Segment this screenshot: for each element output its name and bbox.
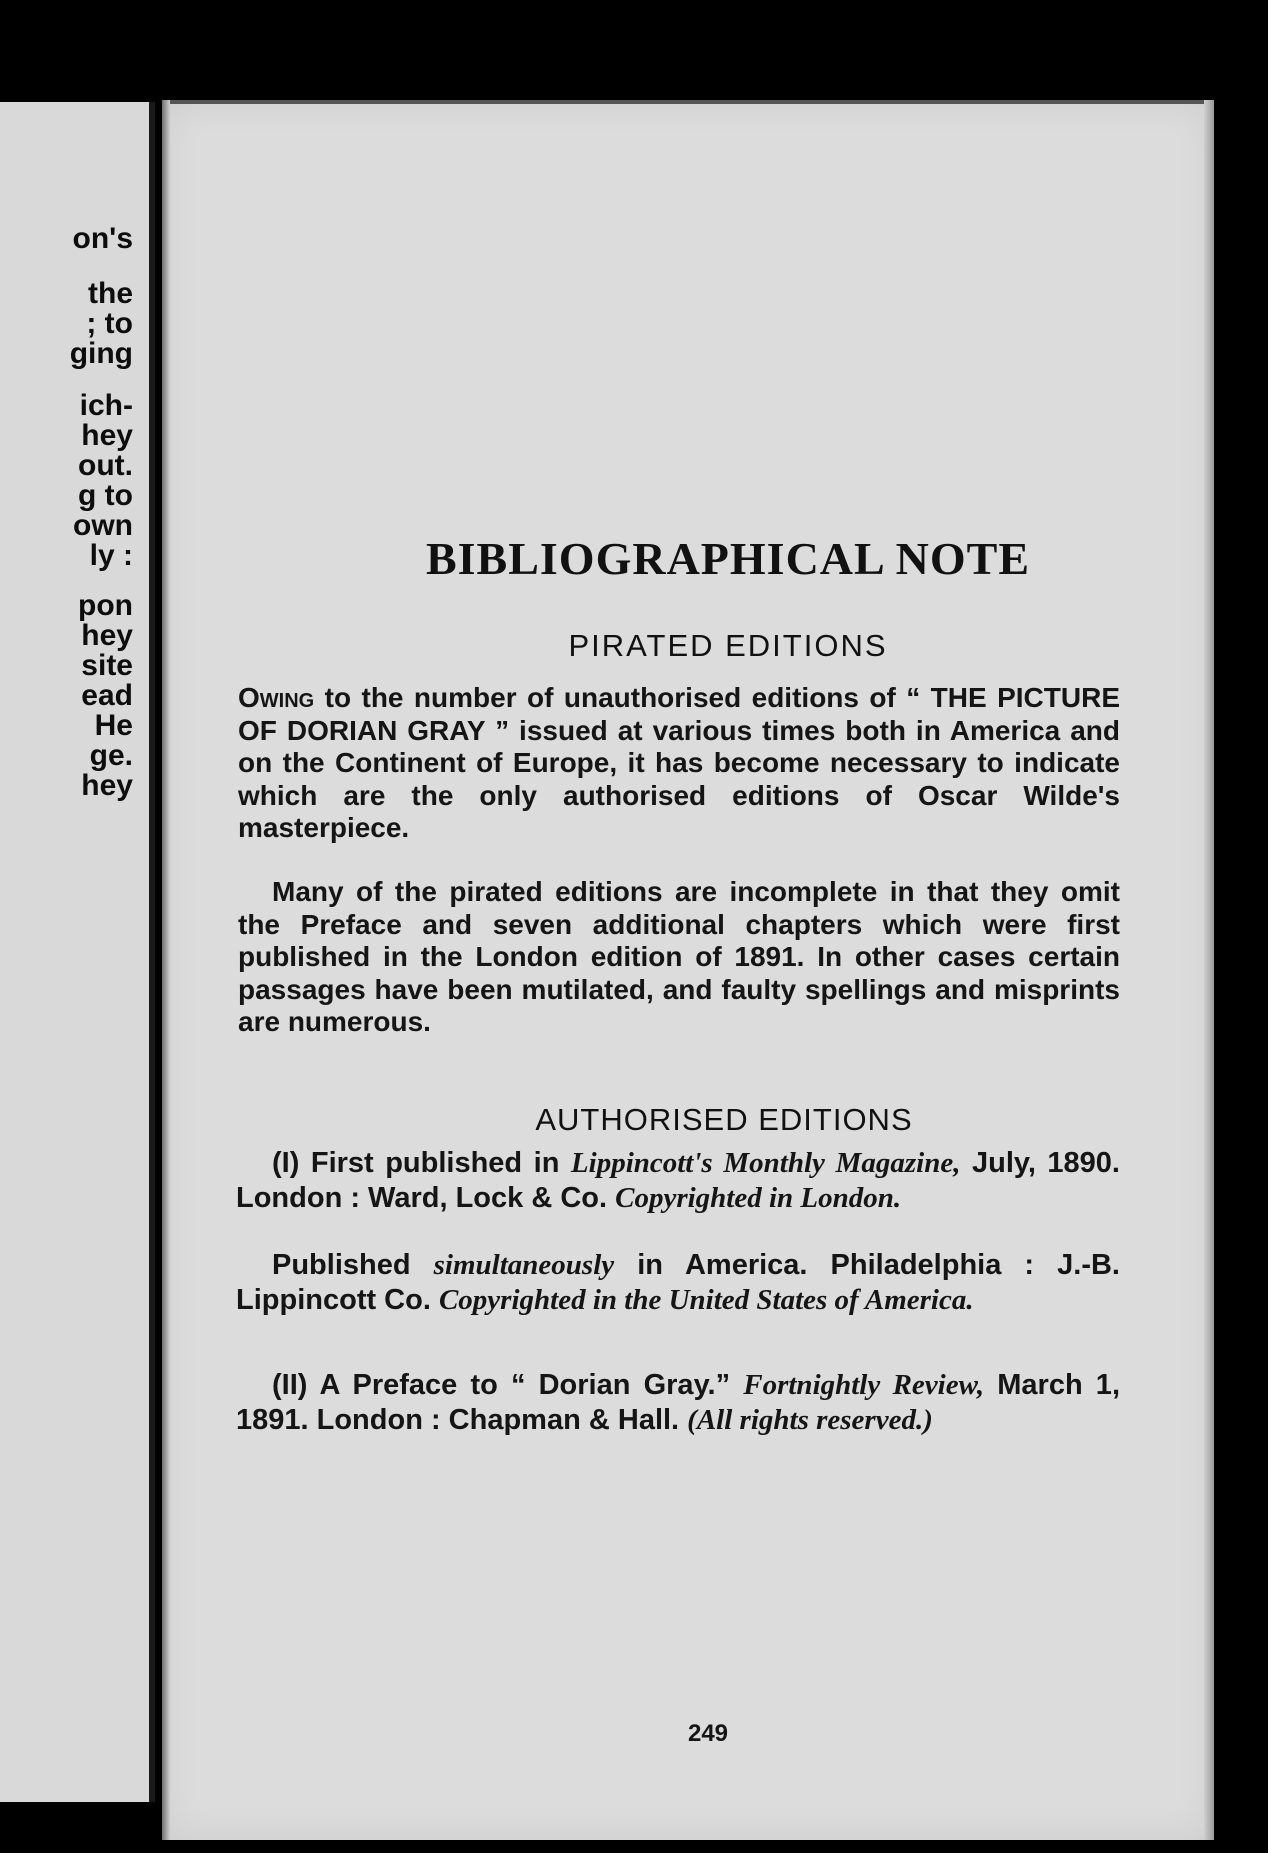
section-heading-pirated: PIRATED EDITIONS [568,628,888,663]
page-title: BIBLIOGRAPHICAL NOTE [425,533,1031,584]
gutter-shadow [149,102,155,1802]
entry-text: Published [272,1249,434,1281]
left-page-line: hey [81,419,133,452]
entry-text: (I) First published in [272,1147,571,1179]
entry-text: March 1, 1891. London : Chapman & Hall. [236,1369,1120,1436]
edition-entry-1b [236,1248,1120,1318]
entry-text: in America. Philadelphia : J.-B. Lippincott Co. [236,1249,1120,1316]
edition-entry-1 [236,1146,1120,1216]
left-page-line: site [81,649,133,682]
left-page-line: ead [81,679,133,712]
left-page-line: ich- [79,389,133,422]
paragraph-lead-word: Owing [238,682,315,713]
left-page-line: out. [78,449,133,482]
entry-italic: Copyrighted in the United States of America. [438,1284,974,1316]
edition-entry-2 [236,1368,1120,1438]
left-facing-page [0,102,155,1802]
section-heading-authorised: AUTHORISED EDITIONS [535,1102,913,1137]
left-page-line: own [73,509,133,542]
left-page-line: ly : [89,539,133,572]
entry-italic: Lippincott's Monthly Magazine, [570,1147,961,1179]
paragraph-many: Many of the pirated editions are incomplete in that they omit the Preface and seven additional chapters which were first published in the London edition of 1891. In other cases certain passages have been mutilated, and faulty spellings and misprints are numerous. [238,876,1120,1037]
left-page-line: ging [69,337,133,370]
left-page-line: hey [81,619,133,652]
paragraph-owing [238,682,1120,845]
entry-italic: simultaneously [433,1249,615,1281]
paragraph-text: to the number of unauthorised editions of “ THE PICTURE OF DORIAN GRAY ” issued at various times both in America and on the Continent of Europe, it has become necessary to indicate which are the only authorised editions of Oscar Wilde's masterpiece. [238,682,1120,843]
entry-text: (II) A Preface to “ Dorian Gray.” [272,1369,744,1401]
left-page-line: ; to [86,307,133,340]
left-page-line: ge. [89,739,133,772]
entry-italic: (All rights reserved.) [687,1404,933,1436]
book-page [162,100,1214,1840]
entry-italic: Fortnightly Review, [743,1369,985,1401]
page-right-edge [1204,100,1214,1840]
entry-text: July, 1890. London : Ward, Lock & Co. [236,1147,1120,1214]
page-number: 249 [687,1720,729,1747]
entry-italic: Copyrighted in London. [615,1182,902,1214]
page-top-edge [162,100,1214,104]
left-page-line: the [88,277,133,310]
left-page-line: g to [78,479,133,512]
left-page-line: pon [78,589,133,622]
left-page-line: He [94,709,133,742]
left-page-line: on's [72,222,133,255]
page-left-edge [162,100,170,1840]
left-page-line: hey [81,769,133,802]
